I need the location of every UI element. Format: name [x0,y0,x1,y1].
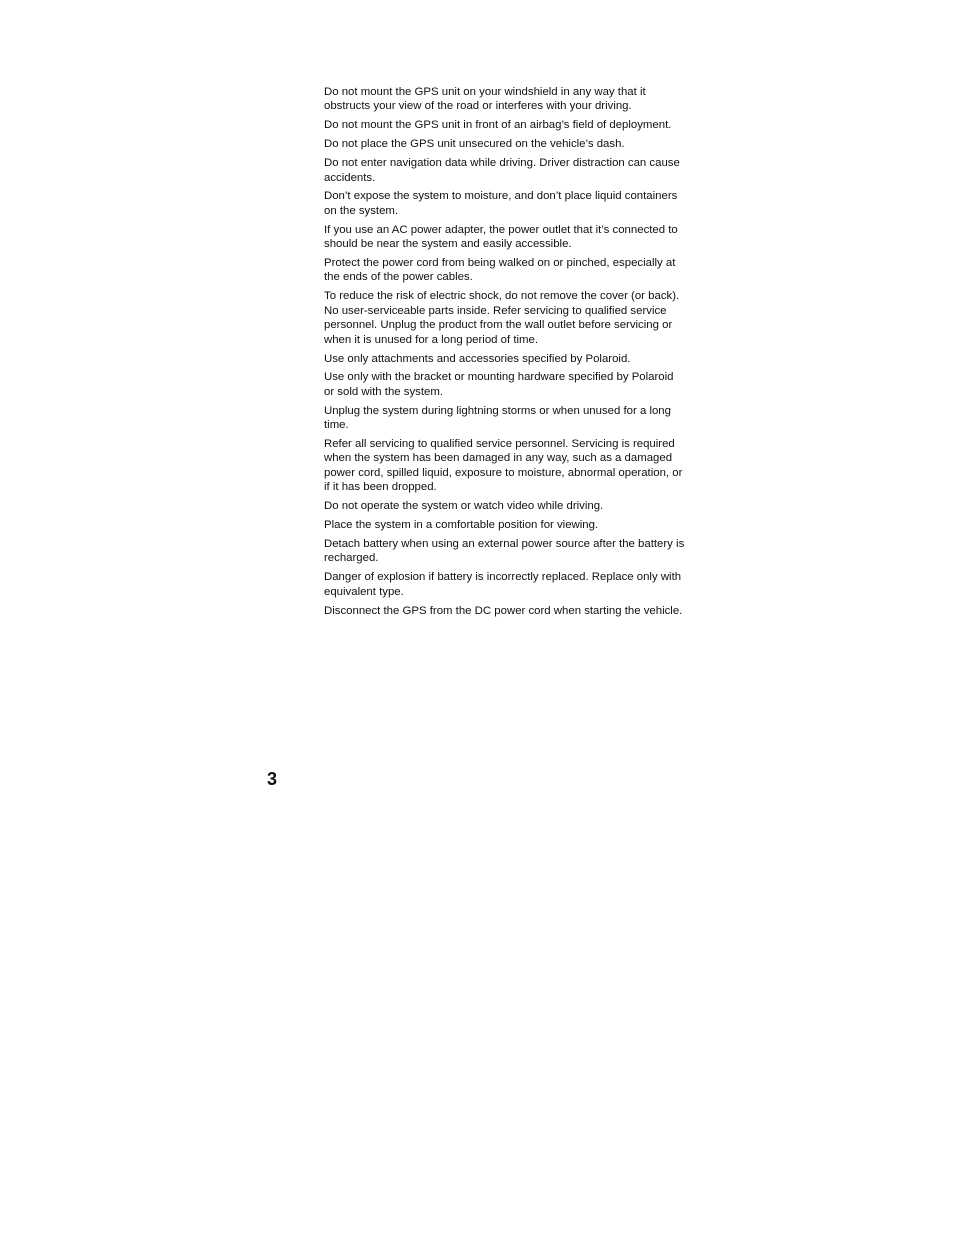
instruction-paragraph: Use only attachments and accessories specified by Polaroid. [324,352,631,365]
instruction-paragraph: Disconnect the GPS from the DC power cord when starting the vehicle. [324,604,683,617]
instruction-paragraph: Do not mount the GPS unit on your windshield in any way that it obstructs your view of the road or interferes with your driving. [324,86,646,113]
instruction-paragraph: Do not operate the system or watch video while driving. [324,500,604,513]
instruction-paragraph: Refer all servicing to qualified service personnel. Servicing is required when the system has been damaged in any way, such as a damaged power cord, spilled liquid, exposure to moisture, abnormal operation, or if it has been dropped. [324,438,683,494]
instruction-paragraph: Use only with the bracket or mounting hardware specified by Polaroid or sold with the system. [324,371,674,398]
instruction-paragraph: Detach battery when using an external power source after the battery is recharged. [324,537,685,565]
instruction-paragraph: Protect the power cord from being walked on or pinched, especially at the ends of the power cables. [324,257,676,284]
instruction-paragraph: Do not place the GPS unit unsecured on the vehicle’s dash. [324,138,625,151]
safety-instructions [324,85,712,623]
instruction-paragraph: To reduce the risk of electric shock, do not remove the cover (or back). No user-serviceable parts inside. Refer servicing to qualified service personnel. Unplug the product from the wall outlet before servicing or when it is unused for a long period of time. [324,290,680,346]
instruction-paragraph: Do not enter navigation data while driving. Driver distraction can cause accidents. [324,157,680,184]
instruction-paragraph: Don’t expose the system to moisture, and don’t place liquid containers on the system. [324,190,678,217]
instruction-paragraph: Place the system in a comfortable position for viewing. [324,519,599,532]
instruction-paragraph: If you use an AC power adapter, the power outlet that it’s connected to should be near the system and easily accessible. [324,223,678,251]
instruction-paragraph: Unplug the system during lightning storms or when unused for a long time. [324,404,671,432]
instruction-paragraph: Danger of explosion if battery is incorrectly replaced. Replace only with equivalent type. [324,571,682,598]
page-number: 3 [267,769,278,789]
instruction-paragraph: Do not mount the GPS unit in front of an airbag’s field of deployment. [324,119,672,132]
